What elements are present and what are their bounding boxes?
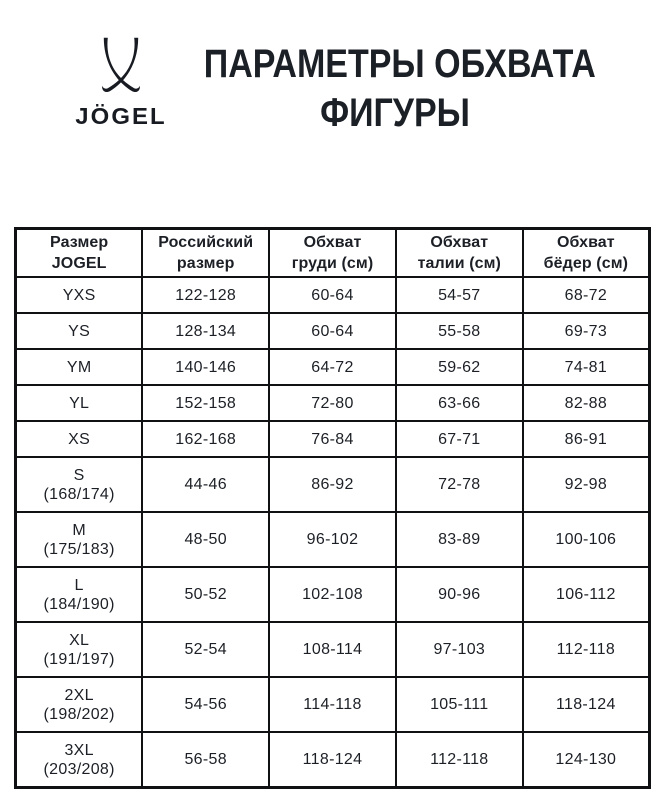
cell-russian-size: 162-168	[142, 421, 269, 457]
brand-logo	[72, 34, 170, 130]
cell-hips: 118-124	[523, 677, 650, 732]
cell-waist: 63-66	[396, 385, 523, 421]
cell-chest: 86-92	[269, 457, 396, 512]
cell-size-height-range: (198/202)	[43, 705, 115, 723]
header-line: Обхват	[556, 234, 615, 251]
cell-chest: 108-114	[269, 622, 396, 677]
header-line: груди (см)	[291, 255, 374, 272]
cell-russian-size: 48-50	[142, 512, 269, 567]
cell-chest: 96-102	[269, 512, 396, 567]
cell-hips: 124-130	[523, 732, 650, 788]
cell-russian-size: 152-158	[142, 385, 269, 421]
cell-waist: 97-103	[396, 622, 523, 677]
cell-chest: 60-64	[269, 313, 396, 349]
cell-russian-size: 54-56	[142, 677, 269, 732]
cell-size: S (168/174)	[16, 457, 143, 512]
page-title-line2: ФИГУРЫ	[320, 91, 470, 135]
cell-hips: 82-88	[523, 385, 650, 421]
cell-russian-size: 140-146	[142, 349, 269, 385]
cell-waist: 90-96	[396, 567, 523, 622]
table-row	[16, 277, 650, 313]
cell-chest: 76-84	[269, 421, 396, 457]
cell-size-height-range: (168/174)	[43, 485, 115, 503]
cell-chest: 60-64	[269, 277, 396, 313]
header-line: Обхват	[303, 234, 362, 251]
table-row	[16, 512, 650, 567]
cell-size: XS	[16, 421, 143, 457]
cell-size: M (175/183)	[16, 512, 143, 567]
page-title-line1: ПАРАМЕТРЫ ОБХВАТА	[203, 42, 596, 86]
header-line: JOGEL	[51, 255, 107, 272]
cell-waist: 59-62	[396, 349, 523, 385]
cell-russian-size: 128-134	[142, 313, 269, 349]
cell-hips: 112-118	[523, 622, 650, 677]
cell-chest: 72-80	[269, 385, 396, 421]
table-row	[16, 677, 650, 732]
cell-russian-size: 44-46	[142, 457, 269, 512]
cell-size-height-range: (184/190)	[43, 595, 115, 613]
table-row	[16, 732, 650, 788]
cell-hips: 100-106	[523, 512, 650, 567]
cell-hips: 86-91	[523, 421, 650, 457]
cell-hips: 69-73	[523, 313, 650, 349]
header-hips	[523, 229, 650, 278]
header-line: Размер	[50, 234, 109, 251]
table-row	[16, 349, 650, 385]
header-size-jogel	[16, 229, 143, 278]
header-line: Российский	[158, 234, 254, 251]
jogel-v-mark-icon	[99, 34, 143, 100]
cell-russian-size: 56-58	[142, 732, 269, 788]
cell-size-height-range: (203/208)	[43, 760, 115, 778]
page-title	[203, 40, 596, 138]
size-chart-table	[14, 227, 651, 789]
cell-size: 3XL (203/208)	[16, 732, 143, 788]
cell-waist: 112-118	[396, 732, 523, 788]
cell-size: YL	[16, 385, 143, 421]
cell-waist: 105-111	[396, 677, 523, 732]
cell-russian-size: 52-54	[142, 622, 269, 677]
header-line: размер	[176, 255, 235, 272]
header-waist	[396, 229, 523, 278]
header-chest	[269, 229, 396, 278]
cell-chest: 102-108	[269, 567, 396, 622]
cell-russian-size: 50-52	[142, 567, 269, 622]
cell-size-height-range: (175/183)	[43, 540, 115, 558]
cell-hips: 106-112	[523, 567, 650, 622]
table-row	[16, 385, 650, 421]
header-line: бёдер (см)	[543, 255, 629, 272]
cell-russian-size: 122-128	[142, 277, 269, 313]
table-row	[16, 313, 650, 349]
cell-waist: 67-71	[396, 421, 523, 457]
cell-size: 2XL (198/202)	[16, 677, 143, 732]
cell-waist: 54-57	[396, 277, 523, 313]
table-row	[16, 457, 650, 512]
cell-hips: 92-98	[523, 457, 650, 512]
cell-chest: 64-72	[269, 349, 396, 385]
cell-size: YS	[16, 313, 143, 349]
cell-size: XL (191/197)	[16, 622, 143, 677]
cell-size: YXS	[16, 277, 143, 313]
cell-chest: 114-118	[269, 677, 396, 732]
cell-size: YM	[16, 349, 143, 385]
header-line: Обхват	[430, 234, 489, 251]
table-header-row	[16, 229, 650, 278]
cell-waist: 72-78	[396, 457, 523, 512]
cell-waist: 55-58	[396, 313, 523, 349]
table-row	[16, 567, 650, 622]
cell-hips: 68-72	[523, 277, 650, 313]
cell-hips: 74-81	[523, 349, 650, 385]
cell-size: L (184/190)	[16, 567, 143, 622]
cell-size-height-range: (191/197)	[43, 650, 115, 668]
table-row	[16, 622, 650, 677]
header-russian-size	[142, 229, 269, 278]
cell-chest: 118-124	[269, 732, 396, 788]
cell-waist: 83-89	[396, 512, 523, 567]
header-line: талии (см)	[417, 255, 501, 272]
table-row	[16, 421, 650, 457]
brand-wordmark: JÖGEL	[75, 103, 167, 129]
